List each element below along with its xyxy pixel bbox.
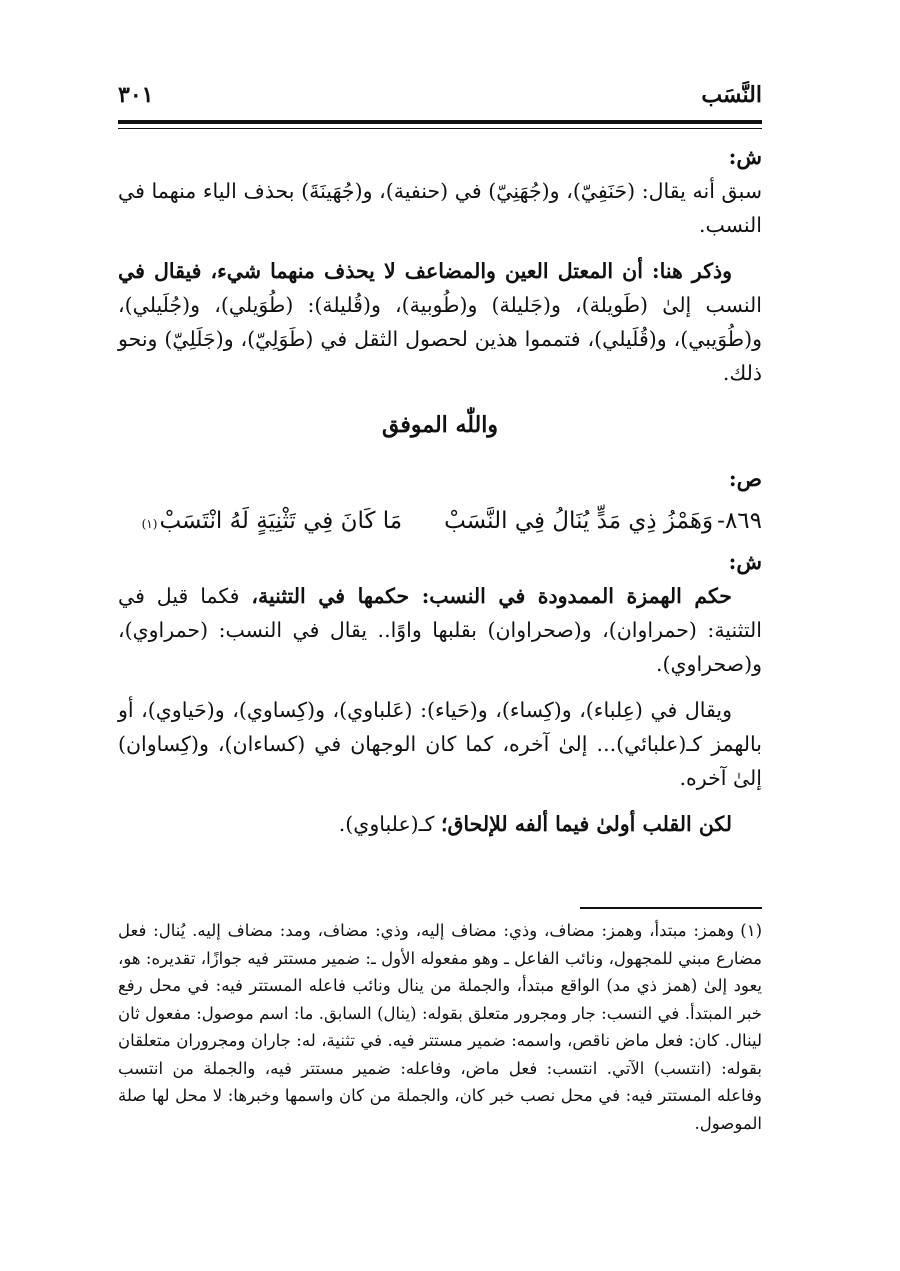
- header-rule-thin: [118, 128, 762, 129]
- bold-text: حكم الهمزة الممدودة في النسب: حكمها في التثنية،: [251, 584, 732, 608]
- text-label: ص:: [728, 466, 762, 491]
- commentary-label: ش:: [728, 144, 762, 169]
- poetry-verse: [118, 502, 762, 543]
- paragraph: [118, 579, 762, 681]
- footnote-marker: (١): [740, 921, 762, 940]
- bold-text: لكن القلب أولىٰ فيما ألفه للإلحاق؛: [440, 812, 732, 836]
- closing-phrase: واللّٰه الموفق: [382, 412, 498, 438]
- verse-hemistich-first: وَهَمْزُ ذِي مَدٍّ يُنَالُ فِي النَّسَبْ: [444, 508, 714, 534]
- spacer: [118, 681, 762, 693]
- footnote-separator: [580, 907, 762, 909]
- paragraph-text: كـ(علباوي).: [338, 812, 441, 836]
- running-header: [118, 82, 762, 116]
- footnote-text: وهمز: مبتدأ، وهمز: مضاف، وذي: مضاف إليه، وذي: مضاف، ومد: مضاف إليه. يُنال: فعل مضارع مبني للمجهول، ونائب الفاعل ـ وهو مفعوله الأول ـ: ضمير مستتر فيه جوازًا، تقديره: هو، يعود إلىٰ (همز ذي مد) الواقع مبتدأ، والجملة من ينال ونائب فاعله المستتر فيه: في محل رفع خبر المبتدأ. في النسب: جار ومجرور متعلق بقوله: (ينال) السابق. ما: اسم موصول: مفعول ثان لينال. كان: فعل ماض ناقص، واسمه: ضمير مستتر فيه. في تثنية، له: جاران ومجروران متعلقان بقوله: (انتسب) الآتي. انتسب: فعل ماض، وفاعله: ضمير مستتر فيه، والجملة من انتسب وفاعله المستتر فيه: في محل نصب خبر كان، والجملة من كان واسمها وخبرها: لا محل لها صلة الموصول.: [118, 921, 762, 1133]
- paragraph-text: فكما قيل في التثنية: (حمراوان)، و(صحراوان) بقلبها واوًا.. يقال في النسب: (حمراوي)، و(صحراوي).: [118, 584, 762, 676]
- verse-number: ٨٦٩-: [717, 508, 762, 534]
- page-number: ٣٠١: [118, 82, 154, 108]
- paragraph-text: النسب إلىٰ (طَويلة)، و(جَليلة) و(طُوبية)، و(قُليلة): (طُوَيلي)، و(جُلَيلي)، و(طُوَيبي)، و(قُلَيلي)، فتمموا هذين لحصول الثقل في (طَوَلِيّ)، و(جَلَلِيّ) ونحو ذلك.: [118, 293, 762, 385]
- spacer: [118, 795, 762, 807]
- bold-text: وذكر هنا: أن المعتل العين والمضاعف لا يحذف منهما شيء، فيقال في: [118, 259, 732, 283]
- paragraph: ويقال في (عِلباء)، و(كِساء)، و(حَياء): (عَلباوي)، و(كِساوي)، و(حَياوي)، أو بالهمز كـ(علبائي)... إلىٰ آخره، كما كان الوجهان في (كساءان)، و(كِساوان) إلىٰ آخره.: [118, 698, 762, 790]
- commentary-label: ش:: [728, 549, 762, 574]
- spacer: [118, 242, 762, 254]
- verse-hemistich-second: مَا كَانَ فِي تَثْنِيَةٍ لَهُ انْتَسَبْ: [159, 508, 403, 534]
- header-title: النَّسَب: [701, 82, 762, 108]
- paragraph: [118, 807, 762, 841]
- footnote-reference: (١): [141, 517, 158, 531]
- paragraph: سبق أنه يقال: (حَنَفِيّ)، و(جُهَنِيّ) في (حنفية)، و(جُهَينَةَ) بحذف الياء منهما في النسب.: [118, 179, 762, 237]
- footnote: [118, 917, 762, 1137]
- header-rule-thick: [118, 120, 762, 124]
- paragraph: [118, 254, 762, 390]
- main-text: [118, 140, 762, 841]
